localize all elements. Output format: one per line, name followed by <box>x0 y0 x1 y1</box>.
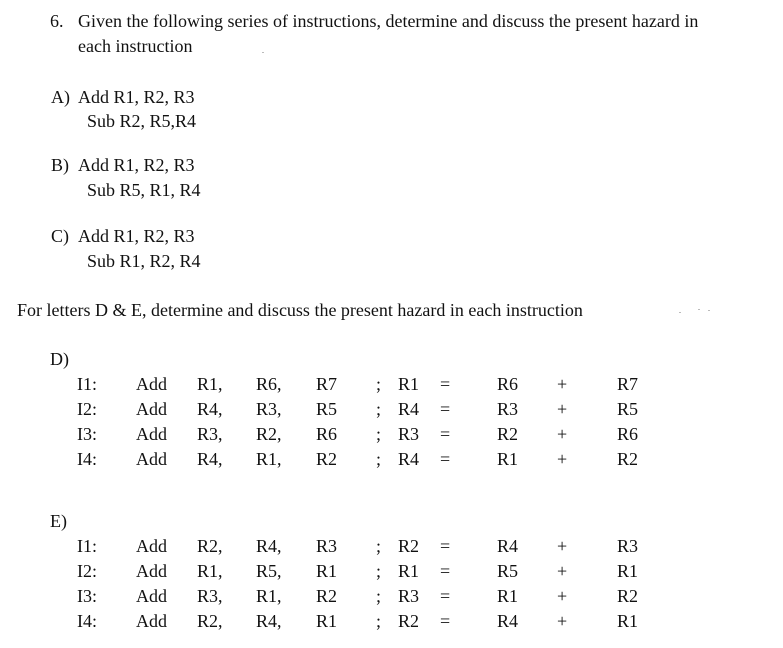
plus-sign: + <box>557 424 568 444</box>
source-register-2: R6 <box>617 424 639 444</box>
equals-sign: = <box>440 536 451 556</box>
question-number: 6. <box>50 11 64 31</box>
comment-marker: ; <box>376 611 382 631</box>
operand-1: R1, <box>197 561 223 581</box>
case-c-label: C) <box>51 226 69 246</box>
dest-register: R1 <box>398 561 420 581</box>
scan-speck <box>262 52 264 53</box>
equals-sign: = <box>440 399 451 419</box>
instruction-label: I4: <box>77 611 97 631</box>
operand-1: R2, <box>197 536 223 556</box>
plus-sign: + <box>557 399 568 419</box>
case-a-instr2: Sub R2, R5,R4 <box>87 111 197 131</box>
operand-3: R1 <box>316 561 338 581</box>
source-register-1: R4 <box>497 611 519 631</box>
dest-register: R2 <box>398 536 420 556</box>
operand-1: R1, <box>197 374 223 394</box>
equals-sign: = <box>440 586 451 606</box>
operand-1: R4, <box>197 399 223 419</box>
opcode: Add <box>136 449 167 469</box>
comment-marker: ; <box>376 449 382 469</box>
source-register-2: R2 <box>617 449 639 469</box>
table-row <box>0 537 783 559</box>
source-register-2: R2 <box>617 586 639 606</box>
table-row <box>0 612 783 634</box>
case-c-instr1: Add R1, R2, R3 <box>78 226 195 246</box>
opcode: Add <box>136 586 167 606</box>
dest-register: R2 <box>398 611 420 631</box>
source-register-2: R1 <box>617 561 639 581</box>
scan-speck <box>698 309 700 310</box>
case-a-label: A) <box>51 87 70 107</box>
operand-3: R1 <box>316 611 338 631</box>
source-register-2: R7 <box>617 374 639 394</box>
plus-sign: + <box>557 561 568 581</box>
section-e-label: E) <box>50 511 67 531</box>
table-row <box>0 450 783 472</box>
operand-3: R6 <box>316 424 338 444</box>
equals-sign: = <box>440 449 451 469</box>
intro-de: For letters D & E, determine and discuss the present hazard in each instruction <box>17 300 583 320</box>
table-row <box>0 400 783 422</box>
source-register-2: R5 <box>617 399 639 419</box>
equals-sign: = <box>440 374 451 394</box>
instruction-label: I3: <box>77 586 97 606</box>
operand-1: R4, <box>197 449 223 469</box>
operand-2: R4, <box>256 536 282 556</box>
instruction-label: I1: <box>77 536 97 556</box>
operand-3: R5 <box>316 399 338 419</box>
case-c-instr2: Sub R1, R2, R4 <box>87 251 201 271</box>
comment-marker: ; <box>376 424 382 444</box>
plus-sign: + <box>557 374 568 394</box>
dest-register: R3 <box>398 424 420 444</box>
comment-marker: ; <box>376 586 382 606</box>
table-row <box>0 425 783 447</box>
comment-marker: ; <box>376 399 382 419</box>
operand-3: R2 <box>316 449 338 469</box>
table-row <box>0 375 783 397</box>
opcode: Add <box>136 611 167 631</box>
plus-sign: + <box>557 536 568 556</box>
plus-sign: + <box>557 586 568 606</box>
plus-sign: + <box>557 611 568 631</box>
opcode: Add <box>136 536 167 556</box>
operand-2: R6, <box>256 374 282 394</box>
source-register-1: R3 <box>497 399 519 419</box>
equals-sign: = <box>440 611 451 631</box>
operand-2: R1, <box>256 586 282 606</box>
comment-marker: ; <box>376 536 382 556</box>
instruction-label: I2: <box>77 561 97 581</box>
operand-3: R7 <box>316 374 338 394</box>
equals-sign: = <box>440 424 451 444</box>
table-row <box>0 587 783 609</box>
case-b-label: B) <box>51 155 69 175</box>
opcode: Add <box>136 399 167 419</box>
opcode: Add <box>136 424 167 444</box>
scan-speck <box>679 312 681 313</box>
comment-marker: ; <box>376 374 382 394</box>
scan-speck <box>708 310 710 311</box>
question-text-line1: Given the following series of instructions, determine and discuss the present hazard in <box>78 11 699 31</box>
operand-1: R3, <box>197 424 223 444</box>
operand-2: R2, <box>256 424 282 444</box>
source-register-2: R1 <box>617 611 639 631</box>
dest-register: R4 <box>398 449 420 469</box>
case-a-instr1: Add R1, R2, R3 <box>78 87 195 107</box>
dest-register: R3 <box>398 586 420 606</box>
instruction-label: I2: <box>77 399 97 419</box>
source-register-1: R1 <box>497 586 519 606</box>
case-b-instr2: Sub R5, R1, R4 <box>87 180 201 200</box>
equals-sign: = <box>440 561 451 581</box>
operand-3: R2 <box>316 586 338 606</box>
opcode: Add <box>136 374 167 394</box>
instruction-label: I1: <box>77 374 97 394</box>
operand-2: R4, <box>256 611 282 631</box>
opcode: Add <box>136 561 167 581</box>
case-b-instr1: Add R1, R2, R3 <box>78 155 195 175</box>
operand-3: R3 <box>316 536 338 556</box>
dest-register: R1 <box>398 374 420 394</box>
source-register-1: R1 <box>497 449 519 469</box>
comment-marker: ; <box>376 561 382 581</box>
question-text-line2: each instruction <box>78 36 193 56</box>
source-register-1: R4 <box>497 536 519 556</box>
source-register-1: R2 <box>497 424 519 444</box>
instruction-label: I3: <box>77 424 97 444</box>
dest-register: R4 <box>398 399 420 419</box>
operand-2: R1, <box>256 449 282 469</box>
source-register-1: R5 <box>497 561 519 581</box>
operand-1: R2, <box>197 611 223 631</box>
instruction-label: I4: <box>77 449 97 469</box>
operand-2: R5, <box>256 561 282 581</box>
source-register-2: R3 <box>617 536 639 556</box>
source-register-1: R6 <box>497 374 519 394</box>
operand-2: R3, <box>256 399 282 419</box>
table-row <box>0 562 783 584</box>
plus-sign: + <box>557 449 568 469</box>
section-d-label: D) <box>50 349 69 369</box>
operand-1: R3, <box>197 586 223 606</box>
